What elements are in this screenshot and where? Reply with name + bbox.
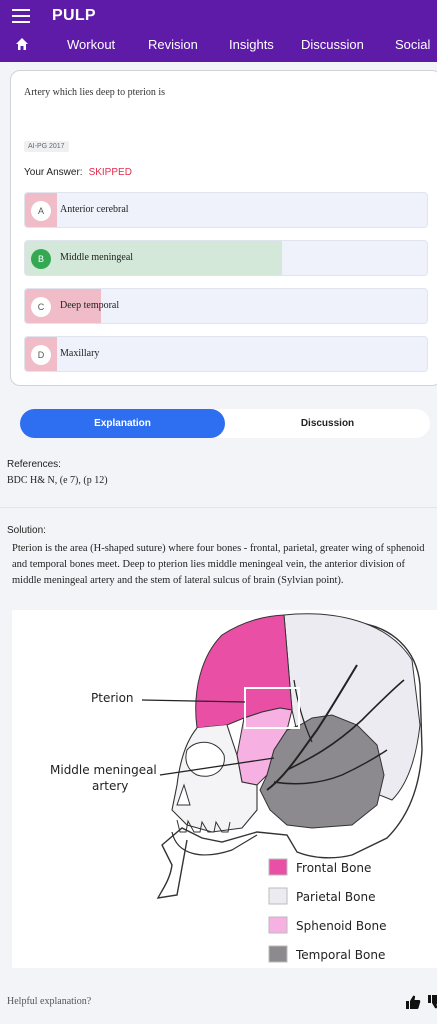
legend-swatch [269, 917, 287, 933]
legend-parietal: Parietal Bone [296, 890, 376, 904]
references-value: BDC H& N, (e 7), (p 12) [7, 475, 108, 486]
skull-figure [12, 610, 437, 968]
nav-workout[interactable]: Workout [67, 37, 116, 52]
option-letter: D [31, 345, 51, 365]
menu-icon[interactable] [12, 6, 32, 26]
home-icon[interactable] [14, 36, 30, 52]
legend-swatch [269, 888, 287, 904]
option-label: Middle meningeal [60, 252, 134, 263]
option-c[interactable] [24, 288, 428, 324]
tab-explanation[interactable]: Explanation [20, 409, 225, 438]
app-title: PULP [52, 7, 96, 24]
references-heading: References: [7, 459, 61, 470]
option-label: Maxillary [60, 348, 100, 359]
artery-label-line1: Middle meningeal [50, 763, 157, 777]
question-text: Artery which lies deep to pterion is [24, 87, 166, 98]
top-nav [0, 30, 437, 62]
your-answer [24, 167, 132, 178]
nav-revision[interactable]: Revision [148, 37, 198, 52]
skull-diagram [12, 610, 437, 968]
thumbs-down-icon[interactable] [427, 994, 437, 1010]
option-letter: B [31, 249, 51, 269]
figure-legend [269, 859, 387, 962]
your-answer-value: SKIPPED [88, 167, 132, 178]
question-card [10, 70, 437, 386]
divider [0, 507, 437, 508]
solution-text: Pterion is the area (H-shaped suture) where four bones - frontal, parietal, greater wing of sphenoid and temporal bones meet. Deep to pterion lies middle meningeal vein, the anterior division of middle meningeal artery and the stem of lateral sulcus of brain (Sylvian point). [12, 543, 425, 586]
helpful-prompt: Helpful explanation? [7, 996, 92, 1007]
tab-discussion[interactable]: Discussion [300, 418, 355, 429]
option-a[interactable] [24, 192, 428, 228]
exam-tag: AI-PG 2017 [24, 141, 69, 152]
thumbs-up-icon[interactable] [405, 994, 421, 1010]
legend-sphenoid: Sphenoid Bone [296, 919, 387, 933]
legend-frontal: Frontal Bone [296, 861, 372, 875]
solution-heading: Solution: [7, 525, 46, 536]
artery-label-line2: artery [92, 779, 129, 793]
legend-swatch [269, 859, 287, 875]
option-letter: A [31, 201, 51, 221]
nav-discussion[interactable]: Discussion [301, 37, 364, 52]
option-b[interactable] [24, 240, 428, 276]
nav-social[interactable]: Social [395, 37, 431, 52]
explanation-tabs [20, 409, 430, 438]
nav-insights[interactable]: Insights [229, 37, 274, 52]
legend-swatch [269, 946, 287, 962]
app-bar [0, 0, 437, 62]
your-answer-label: Your Answer: [24, 167, 83, 178]
legend-temporal: Temporal Bone [296, 948, 386, 962]
option-label: Anterior cerebral [60, 204, 129, 215]
option-label: Deep temporal [60, 300, 120, 311]
option-letter: C [31, 297, 51, 317]
pterion-label: Pterion [91, 691, 134, 705]
option-d[interactable] [24, 336, 428, 372]
